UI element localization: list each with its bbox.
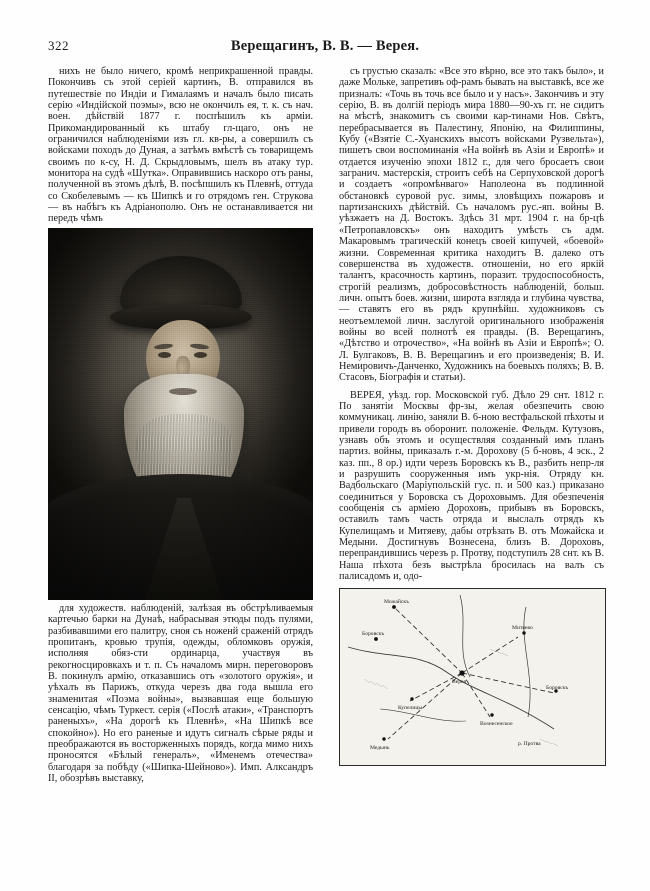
portrait-figure — [48, 228, 313, 600]
map-label: р. Протва — [518, 741, 541, 748]
page-header — [0, 38, 650, 58]
map-svg — [340, 589, 605, 765]
map-label: Вознесенское — [480, 721, 513, 728]
map-label: Митяево — [512, 625, 533, 632]
portrait-vignette — [48, 228, 313, 600]
map-label: Верея — [452, 679, 467, 686]
map-label: Боровскъ — [546, 685, 569, 692]
portrait-image — [48, 228, 313, 600]
column-right — [339, 66, 604, 766]
map-label: Боровскъ — [362, 631, 385, 638]
map-image — [339, 588, 606, 766]
paragraph: для художеств. наблюденій, залѣзая въ обстрѣливаемыя картечью барки на Дунаѣ, набрасывая этюды подъ пулями, разбивавшими его палитру, сноя съ ноженй сраженій отрядъ пропитанъ, кровью трупія, одежды, обломковъ оружія, исполняя обяз-сти ординарца, участвуя въ рекогносцировкахъ и т. п. Съ началомъ мирн. переговоровъ В. покинулъ армію, отказавшись отъ «золотого оружія», и уѣхалъ въ Парижъ, откуда черезъ два года вышла его знаменитая «Поэма войны», вызвавшая еще большую сенсацію, чѣмъ Туркест. серія («Послѣ атаки», «Транспортъ раненыхъ», «На дорогѣ къ Плевнѣ», «На Шипкѣ все спокойно»). Но его раненые и идутъ сигналъ сѣрые ряды и преображаются въ восторженныхъ порядъ, когда мимо нихъ проносятся «Бѣлый генералъ», «Именемъ отечества» благодаря за побѣду («Шипка-Шейново»). Имп. Алксандръ II, обозрѣвъ выставку, — [48, 602, 313, 784]
running-title: Верещагинъ, В. В. — Верея. — [230, 38, 420, 54]
paragraph: съ грустью сказалъ: «Все это вѣрно, все это такъ было», и даже Мольке, запретивъ оф-рамъ бывать на выставкѣ, все же призналъ: «Точь въ точь все было и у насъ». Закончивъ и эту серію, В. въ долгій періодъ мира 1880—90-хъ гг. не сидитъ на мѣстѣ, знакомитъ съ своими кар-тинами Нов. Свѣтъ, перебрасывается въ Палестину, Японію, на Филиппины, Кубу («Взятіе С.-Хуанскихъ высотъ войсками Рузвельта»), пишетъ свои воспоминанія «На войнѣ въ Азіи и Европѣ» и отдается изученію эпохи 1812 г., для чего бросаетъ свои загранич. мастерскія, строитъ себѣ на Серпуховской дорогѣ и создаетъ «опромѣнваго» Наполеона въ подлинной обстановкѣ суровой рус. зимы, зловѣщихъ пожаровъ и партизанскихъ дѣйствій. Съ началомъ рус.-яп. войны В. уѣзжаетъ на Д. Востокъ. Здѣсь 31 мрт. 1904 г. на бр-цѣ «Петропавловскъ» онъ находитъ умѣсть съ адм. Макаровымъ трагическій конецъ своей кипучей, «боевой» жизни. Современная критика находитъ В. далеко отъ совершенства въ художеств. отношеніи, но его яркій талантъ, красочность картинъ, поразит. трудоспособность, строгій реализмъ, добросовѣстность наблюденій, больш. личн. опытъ боев. жизни, широта взгляда и глубина чувства, — ставятъ его въ рядъ крупнѣйш. художниковъ съ неотъемлемой личн. заслугой оригинального изображенія войны во всей полнотѣ ея правды. (В. Верещагинъ, «Дѣтство и отрочество», «На войнѣ въ Азіи и Европѣ»; О. Л. Булгаковъ, В. В. Верещагинъ и его произведенія; В. И. Немировичъ-Данченко, Художникъ на боевыхъ поляхъ; В. В. Стасовъ, Біографія и статьи). — [339, 66, 604, 384]
map-label: Купелицы — [398, 705, 423, 712]
map-figure — [339, 588, 604, 766]
map-label: Медынь — [370, 745, 390, 752]
page-number: 322 — [48, 38, 69, 53]
entry-vereya: ВЕРЕЯ, уѣзд. гор. Московской губ. Дѣло 29 снт. 1812 г. По занятіи Москвы фр-зы, желая обезпечить свою коммуникац. линію, заняли В. 6-ною вестфальской пѣхоты и привели городъ въ оборонит. положеніе. Фельдм. Кутузовъ, узнавъ объ этомъ и осуществляя созданный имъ планъ партиз. войны, приказалъ г.-м. Дорохову (5 б-новъ, 4 эск., 2 каз. пп., 8 ор.) идти черезъ Боровскъ къ В., разбить непр-ля и разрушить сооруженныя имъ укр-нія. Отряду кн. Вадбольскаго (Маріупольскій гус. п. и 500 каз.) приказано соединиться у Боровска съ Дороховымъ. Для обезпеченія сообщенія съ арміею Дороховъ, прибывъ въ Боровскъ, оставилъ тамъ часть отряда и выслалъ отрядъ къ Купелищамъ и Митяеву, дабы отрѣзать В. отъ Можайска и Медыни. Достигнувъ Вознесена, близъ В. Дороховъ, перепрандившись черезъ р. Протву, подступилъ 28 снт. къ В. Наша пѣхота безъ выстрѣла бросилась на валъ съ палисадомъ и, одо- — [339, 389, 604, 583]
column-left — [48, 66, 313, 784]
map-label: Можайскъ — [384, 599, 409, 606]
paragraph: нихъ не было ничего, кромѣ неприкрашенной правды. Покончивъ съ этой серіей картинъ, В. отправился въ путешествіе по Индіи и Гималаямъ и началъ было писать серію «Индійской поэмы», всю не окончилъ ея, т. к. съ нач. воен. дѣйствій 1877 г. поспѣшилъ къ арміи. Прикомандированный къ штабу гл-щаго, онъ не ограничился наблюденіями изъ гл. кв-ры, а совершилъ съ войсками походъ до Дуная, а затѣмъ вмѣстѣ съ товарищемъ своимъ по к-су, Н. Д. Скрыдловымъ, шелъ въ атаку тур. монитора на судѣ «Шутка». Оправившись наскоро отъ раны, полученной въ этомъ дѣлѣ, В. посѣпшилъ къ Плевнѣ, оттуда со Скобелевымъ — къ Шипкѣ и го отрядомъ ген. Струкова — въ набѣгъ къ Адріанополю. Онъ не останавливается ни передъ чѣмъ — [48, 66, 313, 225]
